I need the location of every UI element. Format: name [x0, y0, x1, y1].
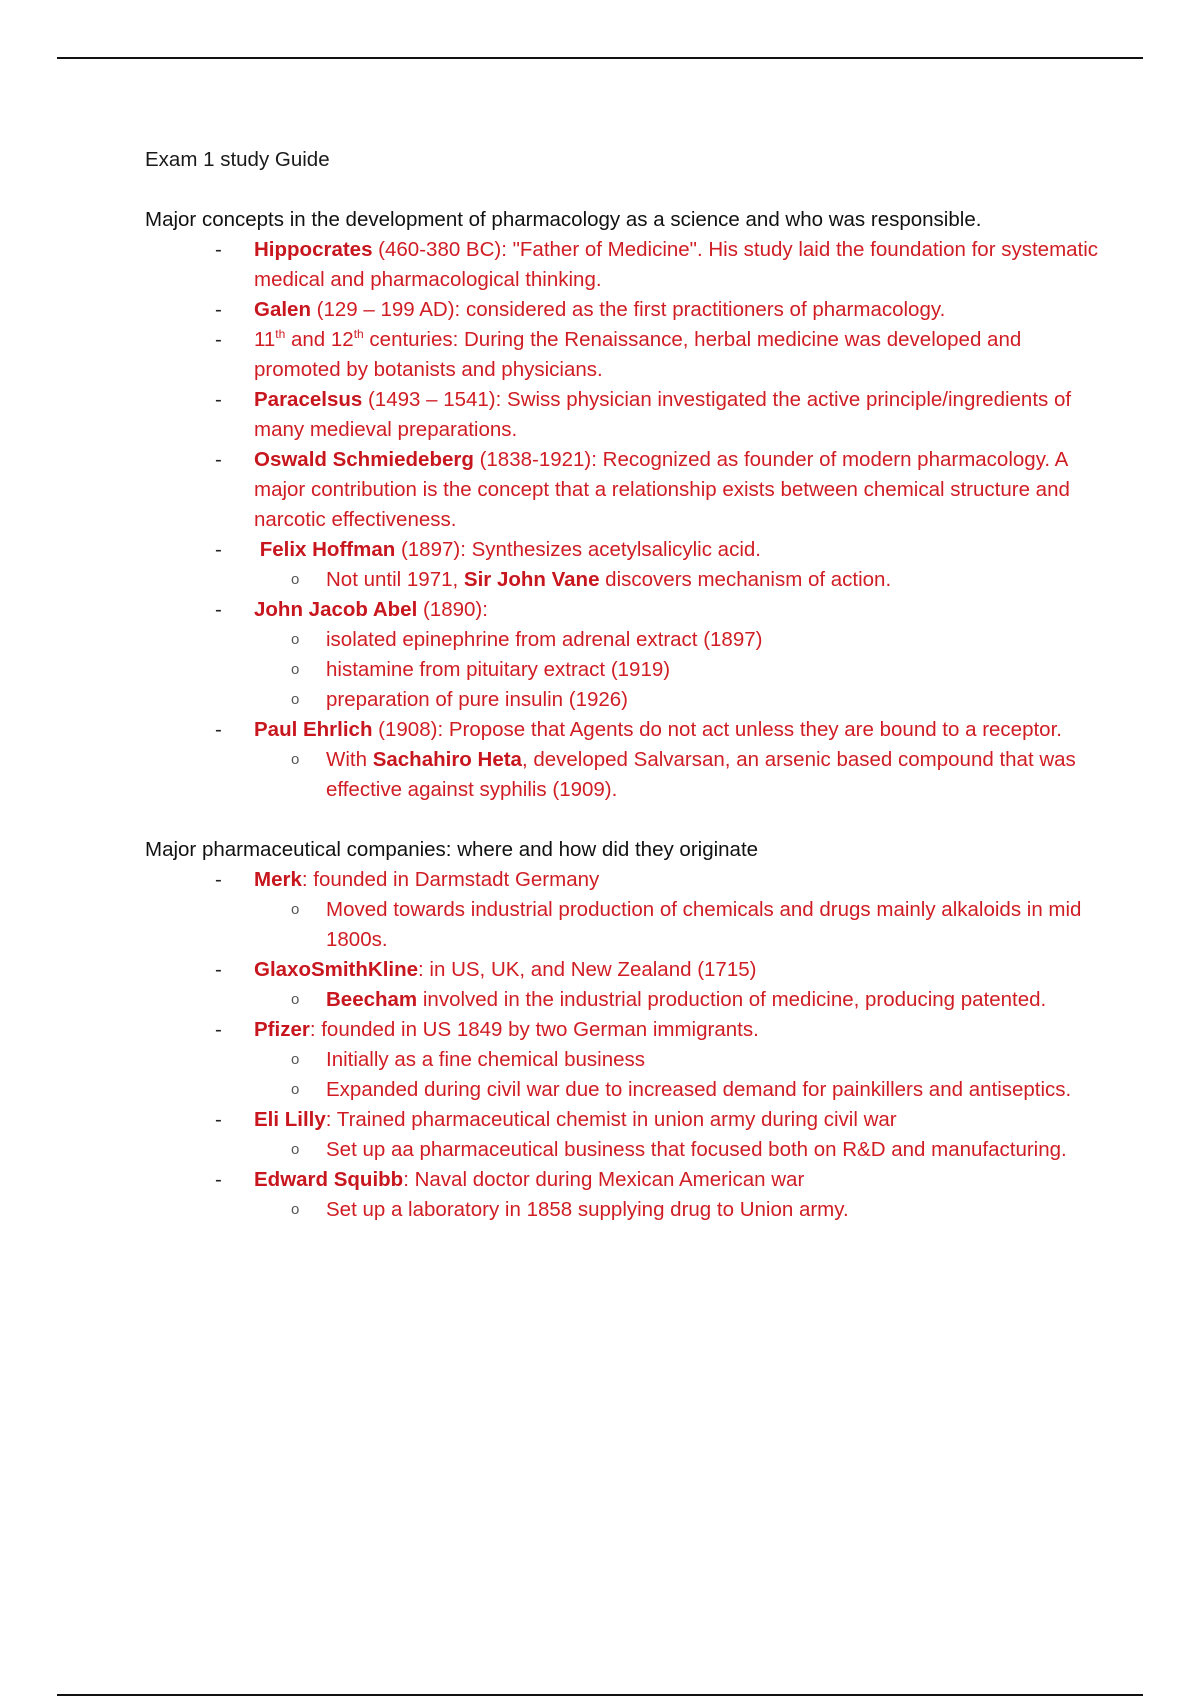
circle-bullet-icon: o: [291, 661, 300, 678]
dash-bullet: -: [215, 538, 222, 561]
list-item: [145, 295, 1105, 325]
dash-bullet: -: [215, 598, 222, 621]
item-text: , developed Salvarsan, an arsenic based compound that was effective against syphilis (1909).: [326, 748, 1076, 801]
list-item: [145, 535, 1105, 595]
item-text: : in US, UK, and New Zealand (1715): [418, 958, 757, 981]
circle-bullet-icon: o: [291, 751, 300, 768]
dash-bullet: -: [215, 868, 222, 891]
company-name: Pfizer: [254, 1018, 310, 1041]
item-text: Expanded during civil war due to increased demand for painkillers and antiseptics.: [326, 1078, 1072, 1101]
list-item: [145, 715, 1105, 805]
sub-list: [254, 1045, 1105, 1105]
sub-list: [254, 565, 1105, 595]
item-text: and 12: [285, 328, 354, 351]
dash-bullet: -: [215, 1108, 222, 1131]
dash-bullet: -: [215, 958, 222, 981]
item-text: (1890):: [417, 598, 488, 621]
dash-bullet: -: [215, 718, 222, 741]
item-text: Not until 1971,: [326, 568, 464, 591]
sub-list-item: [254, 655, 1105, 685]
dash-bullet: -: [215, 298, 222, 321]
company-name: Eli Lilly: [254, 1108, 326, 1131]
dash-bullet: -: [215, 448, 222, 471]
circle-bullet-icon: o: [291, 1081, 300, 1098]
item-text: histamine from pituitary extract (1919): [326, 658, 671, 681]
item-text: involved in the industrial production of medicine, producing patented.: [417, 988, 1047, 1011]
list-item: [145, 595, 1105, 715]
list-item: [145, 1015, 1105, 1105]
item-text: Set up aa pharmaceutical business that focused both on R&D and manufacturing.: [326, 1138, 1067, 1161]
person-name: Paracelsus: [254, 388, 363, 411]
dash-bullet: -: [215, 238, 222, 261]
item-text: Set up a laboratory in 1858 supplying drug to Union army.: [326, 1198, 849, 1221]
item-text: preparation of pure insulin (1926): [326, 688, 628, 711]
dash-bullet: -: [215, 1168, 222, 1191]
company-name: Merk: [254, 868, 302, 891]
sub-list-item: [254, 1135, 1105, 1165]
section-pharmacology-history: [145, 205, 1105, 805]
top-rule: [57, 57, 1143, 59]
bullet-list: [145, 865, 1105, 1225]
list-item: [145, 385, 1105, 445]
document-title: Exam 1 study Guide: [145, 148, 330, 171]
list-item: [145, 1105, 1105, 1165]
list-item: [145, 1165, 1105, 1225]
item-text: 11: [254, 328, 276, 351]
sub-list: [254, 985, 1105, 1015]
sub-list-item: [254, 1045, 1105, 1075]
item-text: : Trained pharmaceutical chemist in union army during civil war: [325, 1108, 897, 1131]
list-item: [145, 325, 1105, 385]
sub-list: [254, 1195, 1105, 1225]
sub-list-item: [254, 745, 1105, 805]
sub-list: [254, 745, 1105, 805]
dash-bullet: -: [215, 388, 222, 411]
circle-bullet-icon: o: [291, 571, 300, 588]
circle-bullet-icon: o: [291, 1141, 300, 1158]
list-item: [145, 235, 1105, 295]
bullet-list: [145, 235, 1105, 805]
person-name: Hippocrates: [254, 238, 373, 261]
circle-bullet-icon: o: [291, 631, 300, 648]
item-text: : founded in US 1849 by two German immigrants.: [309, 1018, 759, 1041]
item-text: : founded in Darmstadt Germany: [301, 868, 600, 891]
sub-list: [254, 625, 1105, 715]
circle-bullet-icon: o: [291, 1201, 300, 1218]
circle-bullet-icon: o: [291, 691, 300, 708]
item-text: (1838-1921): Recognized as founder of modern pharmacology. A major contribution is the concept that a relationship exists between chemical structure and narcotic effectiveness.: [254, 448, 1070, 531]
company-name: GlaxoSmithKline: [254, 958, 419, 981]
item-text: (1493 – 1541): Swiss physician investigated the active principle/ingredients of many medieval preparations.: [254, 388, 1072, 441]
person-name: Felix Hoffman: [259, 538, 396, 561]
sub-list: [254, 895, 1105, 955]
list-item: [145, 865, 1105, 955]
person-name: Paul Ehrlich: [254, 718, 373, 741]
item-text: discovers mechanism of action.: [599, 568, 892, 591]
section-heading: Major concepts in the development of pharmacology as a science and who was responsible.: [145, 208, 982, 231]
circle-bullet-icon: o: [291, 901, 300, 918]
company-name: Beecham: [326, 988, 418, 1011]
sub-list-item: [254, 985, 1105, 1015]
item-text: (1897): Synthesizes acetylsalicylic acid.: [395, 538, 761, 561]
person-name: Oswald Schmiedeberg: [254, 448, 474, 471]
dash-bullet: -: [215, 328, 222, 351]
item-text: Moved towards industrial production of chemicals and drugs mainly alkaloids in mid 1800s.: [326, 898, 1082, 951]
circle-bullet-icon: o: [291, 1051, 300, 1068]
item-text: centuries: During the Renaissance, herbal medicine was developed and promoted by botanists and physicians.: [254, 328, 1022, 381]
company-name: Edward Squibb: [254, 1168, 404, 1191]
sub-list-item: [254, 895, 1105, 955]
item-text: (129 – 199 AD): considered as the first practitioners of pharmacology.: [310, 298, 946, 321]
sub-list-item: [254, 1195, 1105, 1225]
sub-list-item: [254, 1075, 1105, 1105]
item-text: isolated epinephrine from adrenal extract (1897): [326, 628, 763, 651]
item-text: : Naval doctor during Mexican American war: [403, 1168, 805, 1191]
section-pharma-companies: [145, 835, 1105, 1225]
list-item: [145, 445, 1105, 535]
person-name: Sachahiro Heta: [372, 748, 522, 771]
person-name: Sir John Vane: [463, 568, 600, 591]
sub-list-item: [254, 625, 1105, 655]
document-body: [145, 145, 1105, 1255]
list-item: [145, 955, 1105, 1015]
item-text: (1908): Propose that Agents do not act unless they are bound to a receptor.: [372, 718, 1062, 741]
item-text: With: [326, 748, 373, 771]
item-text: Initially as a fine chemical business: [326, 1048, 646, 1071]
person-name: John Jacob Abel: [254, 598, 418, 621]
section-heading: Major pharmaceutical companies: where and how did they originate: [145, 838, 759, 861]
sub-list-item: [254, 565, 1105, 595]
sub-list: [254, 1135, 1105, 1165]
bottom-rule: [57, 1694, 1143, 1696]
circle-bullet-icon: o: [291, 991, 300, 1008]
superscript: th: [275, 327, 286, 342]
dash-bullet: -: [215, 1018, 222, 1041]
sub-list-item: [254, 685, 1105, 715]
superscript: th: [353, 327, 364, 342]
person-name: Galen: [254, 298, 311, 321]
item-text: (460-380 BC): "Father of Medicine". His study laid the foundation for systematic medical and pharmacological thinking.: [254, 238, 1099, 291]
